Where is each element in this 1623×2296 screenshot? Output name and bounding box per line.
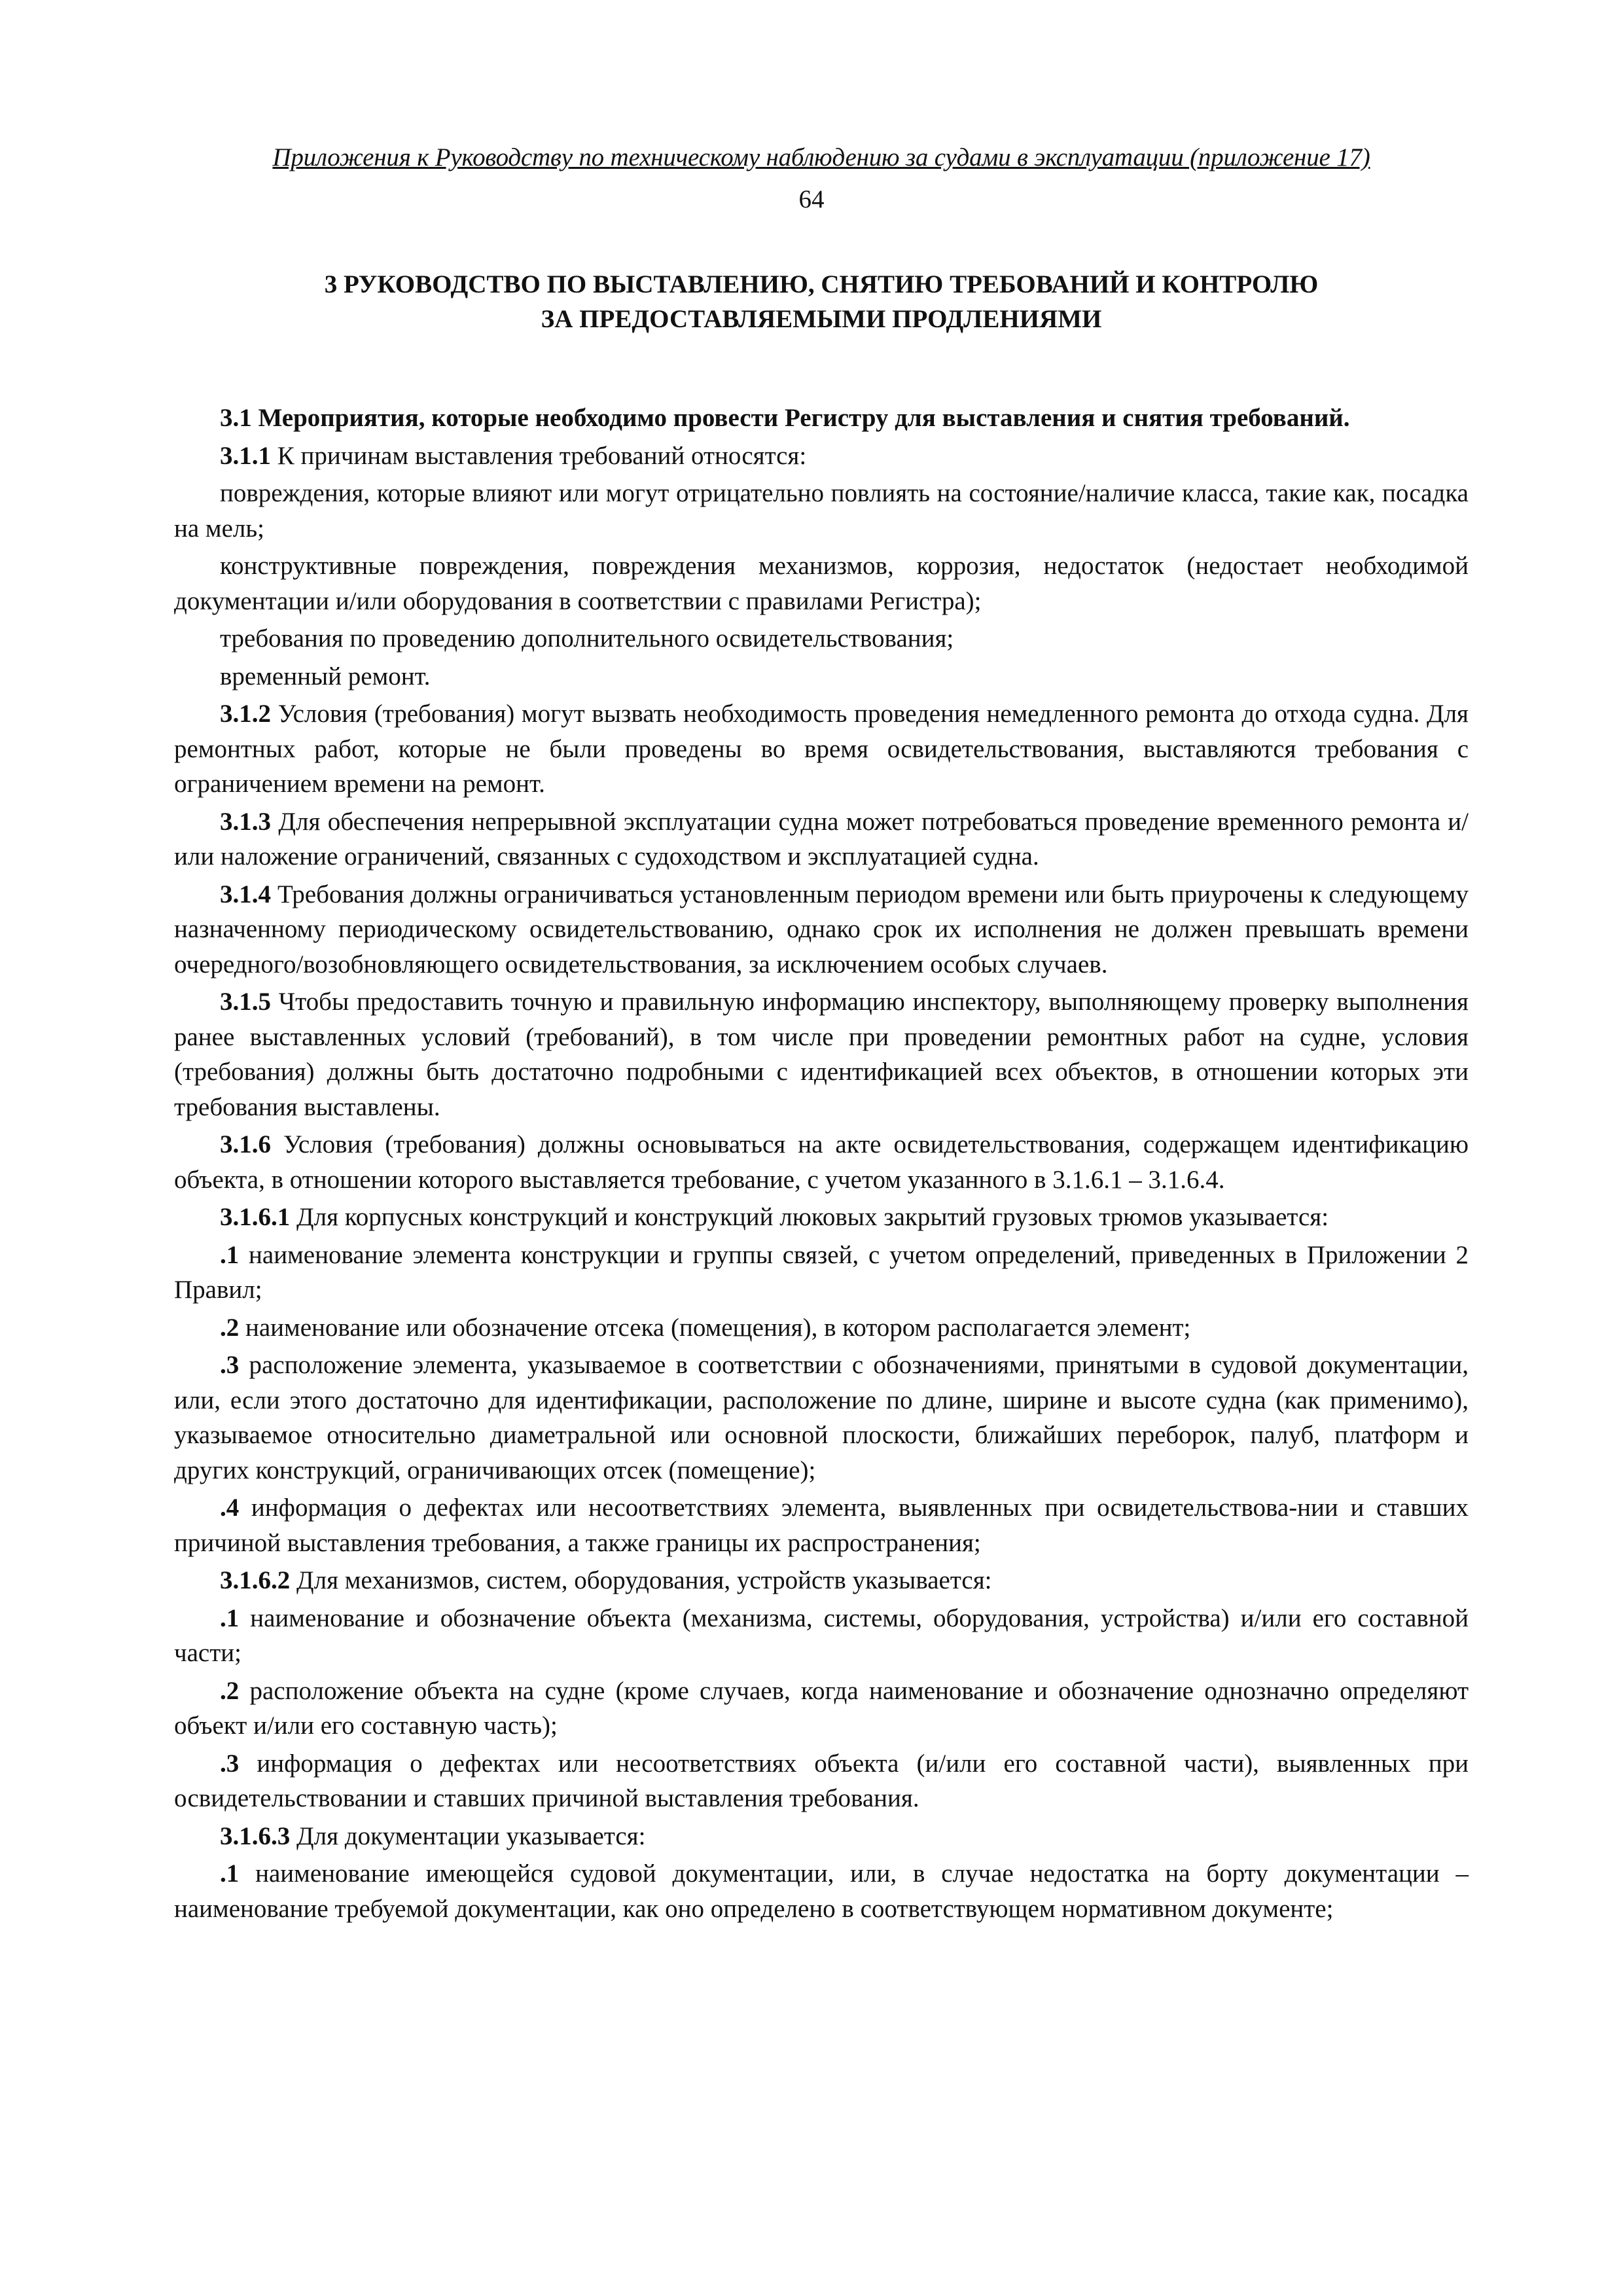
paragraph xyxy=(174,1819,1469,1854)
list-item-text: информация о дефектах или несоответствиях элемента, выявленных при освидетельствова-нии и ставших причиной выставления требования, а также границы их распространения; xyxy=(174,1494,1469,1557)
item-number: .2 xyxy=(220,1313,240,1342)
item-number: .1 xyxy=(220,1859,240,1888)
clause-number: 3.1.6 xyxy=(220,1130,271,1158)
list-item-text: расположение элемента, указываемое в соответствии с обозначениями, принятыми в судовой документации, или, если этого достаточно для идентификации, расположение по длине, ширине и высоте судна (как применимо), указываемое относительно диаметральной или основной плоскости, ближайших переборок, палуб, платформ и других конструкций, ограничивающих отсек (помещение); xyxy=(174,1351,1469,1484)
list-item xyxy=(174,1490,1469,1560)
paragraph-text: Условия (требования) могут вызвать необходимость проведения немедленного ремонта до отхода судна. Для ремонтных работ, которые не были проведены во время освидетельствования, выставляются требования с ограничением времени на ремонт. xyxy=(174,700,1469,798)
paragraph-text: Для корпусных конструкций и конструкций люковых закрытий грузовых трюмов указывается: xyxy=(290,1203,1329,1231)
item-number: .4 xyxy=(220,1494,240,1522)
clause-number: 3.1.3 xyxy=(220,807,271,836)
paragraph: временный ремонт. xyxy=(220,662,431,691)
clause-number: 3.1.6.3 xyxy=(220,1821,291,1850)
list-item-text: наименование имеющейся судовой документации, или, в случае недостатка на борту документации – наименование требуемой документации, как оно определено в соответствующем нормативном документе; xyxy=(174,1859,1469,1923)
paragraph: требования по проведению дополнительного освидетельствования; xyxy=(220,624,954,653)
paragraph xyxy=(174,877,1469,982)
clause-number: 3.1.2 xyxy=(220,700,271,728)
paragraph-text: К причинам выставления требований относятся: xyxy=(271,441,807,470)
list-item-text: наименование или обозначение отсека (помещения), в котором располагается элемент; xyxy=(239,1313,1191,1342)
list-item-text: наименование и обозначение объекта (механизма, системы, оборудования, устройства) и/или его составной части; xyxy=(174,1604,1469,1667)
paragraph xyxy=(174,1563,1469,1598)
list-item xyxy=(174,1238,1469,1308)
running-header: Приложения к Руководству по техническому наблюдению за судами в эксплуатации (приложение 17) xyxy=(272,143,1370,171)
list-item xyxy=(174,1348,1469,1488)
item-number: .1 xyxy=(220,1240,240,1269)
paragraph: повреждения, которые влияют или могут отрицательно повлиять на состояние/наличие класса, такие как, посадка на мель; xyxy=(174,479,1469,543)
paragraph-text: Чтобы предоставить точную и правильную информацию инспектору, выполняющему проверку выполнения ранее выставленных условий (требований), в том числе при проведении ремонтных работ на судне, условия (требования) должны быть достаточно подробными с идентификацией всех объектов, в отношении которых эти требования выставлены. xyxy=(174,988,1469,1121)
section-heading: 3.1 Мероприятия, которые необходимо провести Регистру для выставления и снятия требований. xyxy=(220,404,1350,432)
list-item xyxy=(174,1310,1469,1346)
chapter-title-line-1: 3 РУКОВОДСТВО ПО ВЫСТАВЛЕНИЮ, СНЯТИЮ ТРЕБОВАНИЙ И КОНТРОЛЮ xyxy=(324,270,1319,298)
paragraph-text: Для обеспечения непрерывной эксплуатации судна может потребоваться проведение временного ремонта и/или наложение ограничений, связанных с судоходством и эксплуатацией судна. xyxy=(174,807,1469,870)
list-item-text: информация о дефектах или несоответствиях объекта (и/или его составной части), выявленных при освидетельствовании и ставших причиной выставления требования. xyxy=(174,1749,1469,1812)
item-number: .1 xyxy=(220,1604,240,1632)
list-item xyxy=(174,1856,1469,1926)
clause-number: 3.1.5 xyxy=(220,988,271,1016)
paragraph-text: Для механизмов, систем, оборудования, устройств указывается: xyxy=(290,1566,992,1594)
paragraph: конструктивные повреждения, повреждения механизмов, коррозия, недостаток (недостает необходимой документации и/или оборудования в соответствии с правилами Регистра); xyxy=(174,552,1469,615)
clause-number: 3.1.4 xyxy=(220,880,271,908)
paragraph xyxy=(174,1127,1469,1197)
paragraph xyxy=(174,804,1469,874)
paragraph-text: Для документации указывается: xyxy=(290,1821,646,1850)
paragraph xyxy=(174,1200,1469,1235)
list-item-text: расположение объекта на судне (кроме случаев, когда наименование и обозначение однозначно определяют объект и/или его составную часть); xyxy=(174,1676,1469,1740)
item-number: .3 xyxy=(220,1351,240,1379)
chapter-title-line-2: ЗА ПРЕДОСТАВЛЯЕМЫМИ ПРОДЛЕНИЯМИ xyxy=(541,305,1102,333)
clause-number: 3.1.1 xyxy=(220,441,271,470)
list-item xyxy=(174,1746,1469,1816)
list-item xyxy=(174,1601,1469,1671)
item-number: .3 xyxy=(220,1749,240,1778)
paragraph xyxy=(174,984,1469,1124)
paragraph xyxy=(174,439,1469,474)
clause-number: 3.1.6.2 xyxy=(220,1566,291,1594)
paragraph-text: Условия (требования) должны основываться на акте освидетельствования, содержащем идентификацию объекта, в отношении которого выставляется требование, с учетом указанного в 3.1.6.1 – 3.1.6.4. xyxy=(174,1130,1469,1194)
chapter-title xyxy=(174,267,1469,336)
list-item-text: наименование элемента конструкции и группы связей, с учетом определений, приведенных в Приложении 2 Правил; xyxy=(174,1240,1469,1304)
paragraph xyxy=(174,696,1469,802)
paragraph-text: Требования должны ограничиваться установленным периодом времени или быть приурочены к следующему назначенному периодическому освидетельствованию, однако срок их исполнения не должен превышать времени очередного/возобновляющего освидетельствования, за исключением особых случаев. xyxy=(174,880,1469,978)
body-text xyxy=(174,401,1469,1929)
item-number: .2 xyxy=(220,1676,240,1705)
list-item xyxy=(174,1674,1469,1744)
page-number: 64 xyxy=(798,185,825,213)
clause-number: 3.1.6.1 xyxy=(220,1203,291,1231)
